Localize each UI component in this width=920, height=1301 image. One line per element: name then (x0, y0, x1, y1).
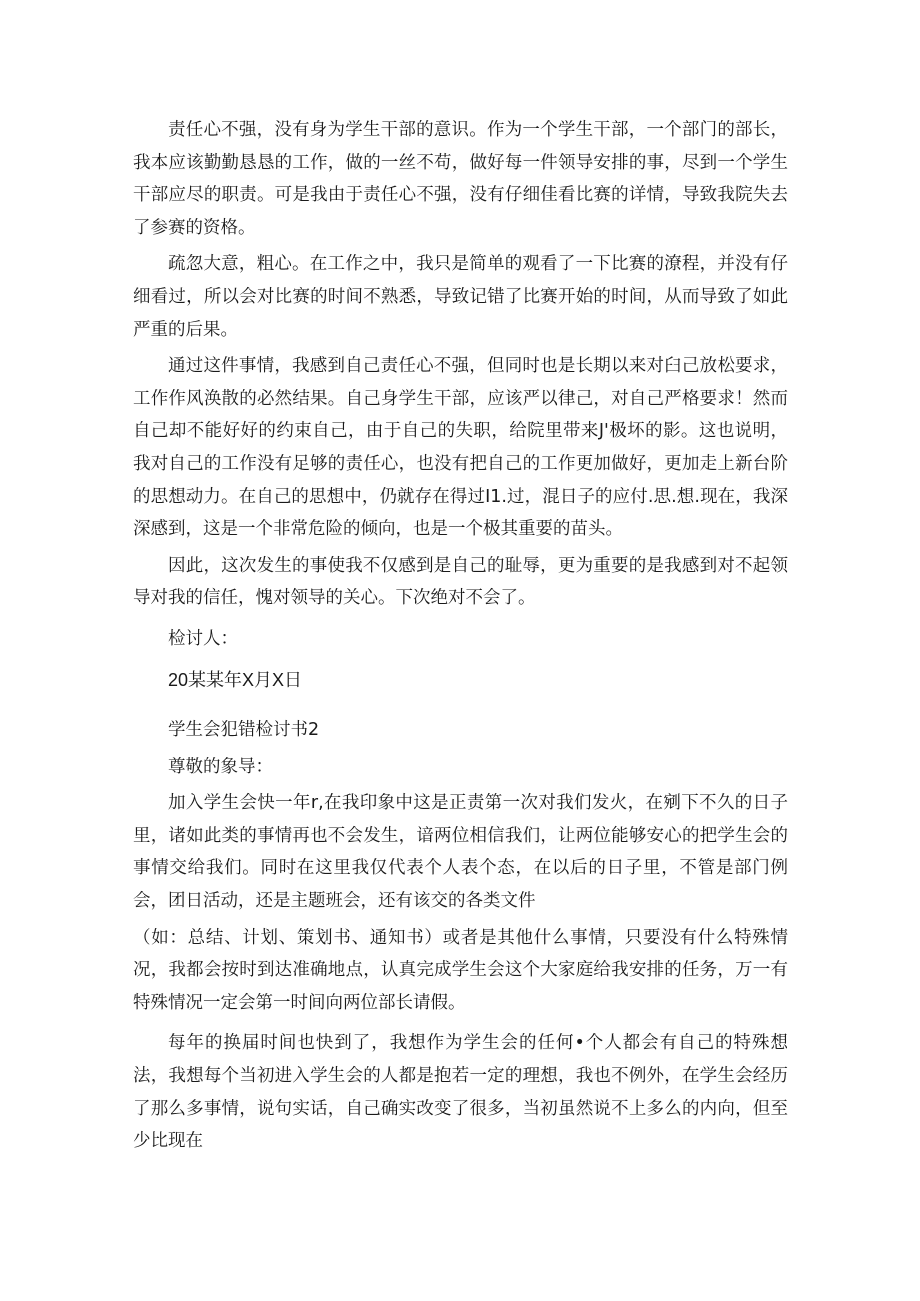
paragraph-apology: 因此，这次发生的事使我不仅感到是自己的耻辱，更为重要的是我感到对不起领导对我的信任，愧对领导的关心。下次绝对不会了。 (133, 555, 788, 609)
second-letter-title: 学生会犯错检讨书2 (168, 720, 320, 741)
paragraph-responsibility: 责任心不强，没有身为学生干部的意识。作为一个学生干部，一个部门的部长，我本应该勤勤恳恳的工作，做的一丝不苟，做好每一件领导安排的事，尽到一个学生干部应尽的职责。可是我由于责任心不强，没有仔细佳看比赛的详情，导致我院失去了参赛的资格。 (133, 120, 788, 238)
paragraph-reflection: 通过这件事情，我感到自己责任心不强，但同时也是长期以来对臼己放松要求，工作作风涣散的必然结果。自己身学生干部，应该严以律己，对自己严格要求！然而自己却不能好好的约束自己，由于自己的失职，给院里带来J'极坏的影。这也说明，我对自己的工作没有足够的责任心，也没有把自己的工作更加做好，更加走上新台阶的思想动力。在自己的思想中，仍就存在得过I1.过，混日子的应付.思.想.现在，我深深感到，这是一个非常危险的倾向，也是一个极其重要的苗头。 (133, 356, 788, 540)
paragraph-carelessness: 疏忽大意，粗心。在工作之中，我只是简单的观看了一下比赛的潦程，并没有仔细看过，所以会对比赛的时间不熟悉，导致记错了比赛开始的时间，从而导致了如此严重的后果。 (133, 254, 788, 340)
second-paragraph-join: 加入学生会快一年r,在我印象中这是正责第一次对我们发火，在剜下不久的日子里，诸如此类的事情再也不会发生，谙两位相信我们，让两位能够安心的把学生会的事情交给我们。同时在这里我仅代表个人表个态，在以后的日子里，不管是部门例会，团日活动，还是主题班会，还有该交的各类文件 (133, 793, 788, 912)
second-paragraph-promise: （如：总结、计划、策划书、通知书）或者是其他什么事情，只要没有什么特殊情况，我都会按时到达准确地点，认真完成学生会这个大家庭给我安排的任务，万一有特殊情况一定会第一时间向两位部长请假。 (133, 927, 788, 1013)
document-body (133, 114, 788, 1158)
second-letter-salutation: 尊敬的象导： (168, 756, 273, 777)
signature-date: 20某某年X月X日 (168, 669, 303, 690)
signature-label: 检讨人： (168, 628, 238, 649)
second-paragraph-election: 每年的换届时间也快到了，我想作为学生会的任何•个人都会有自己的特殊想法，我想每个当初进入学生会的人都是抱若一定的理想，我也不例外，在学生会经历了那么多事情，说句实话，自己确实改变了很多，当初虽然说不上多么的内向，但至少比现在 (133, 1033, 788, 1152)
